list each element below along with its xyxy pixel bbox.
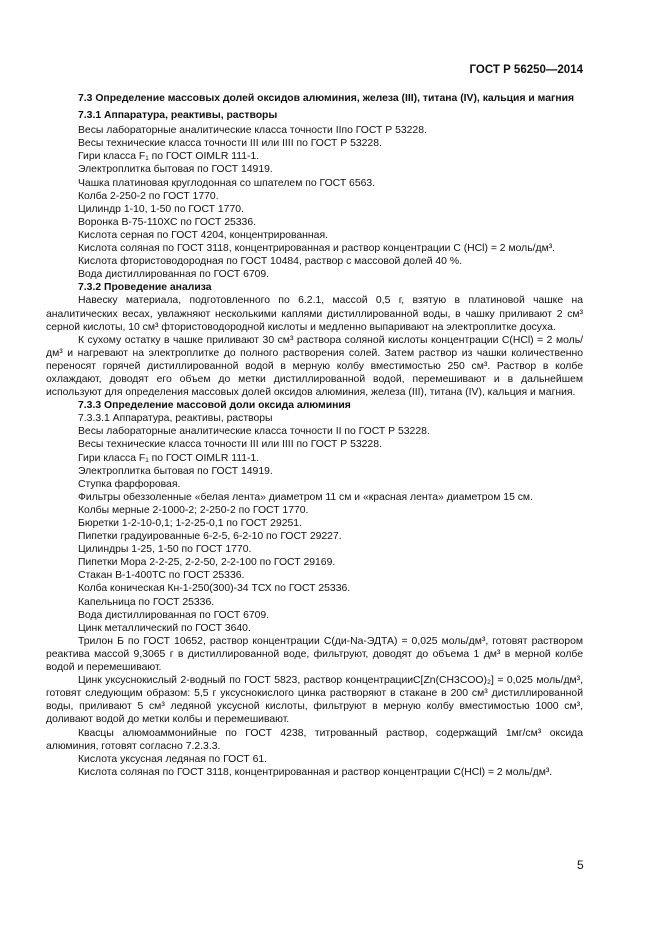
- list-item: Вода дистиллированная по ГОСТ 6709.: [78, 609, 270, 621]
- paragraph: Навеску материала, подготовленного по 6.2.1, массой 0,5 г, взятую в платиновой чашке на аналитических весах, увлажняют несколькими каплями дистиллированной воды, в чашку приливают 2 см³ серной кислоты, 10 см³ фтористоводородной кислоты и медленно выпаривают на электроплитке досуха.: [46, 295, 583, 333]
- list-item: Кислота фтористоводородная по ГОСТ 10484, раствор с массовой долей 40 %.: [78, 256, 462, 268]
- list-item: Чашка платиновая круглодонная со шпателем по ГОСТ 6563.: [78, 177, 376, 189]
- list-item: Цилиндры 1-25, 1-50 по ГОСТ 1770.: [78, 544, 252, 556]
- list-item: Кислота уксусная ледяная по ГОСТ 61.: [78, 753, 268, 765]
- page-content: [46, 88, 583, 779]
- list-item: Гири класса F₁ по ГОСТ OIMLR 111-1.: [78, 151, 260, 163]
- subsection-title: 7.3.2 Проведение анализа: [78, 282, 212, 294]
- list-item: Гири класса F₁ по ГОСТ OIMLR 111-1.: [78, 452, 260, 464]
- list-item: Цинк металлический по ГОСТ 3640.: [78, 622, 251, 634]
- standard-number: ГОСТ Р 56250—2014: [469, 64, 583, 76]
- list-item: Капельница по ГОСТ 25336.: [78, 596, 215, 608]
- list-item: Фильтры обеззоленные «белая лента» диаметром 11 см и «красная лента» диаметром 15 см.: [78, 491, 533, 503]
- list-item: Стакан В-1-400ТС по ГОСТ 25336.: [78, 570, 245, 582]
- list-item: Пипетки градуированные 6-2-5, 6-2-10 по ГОСТ 29227.: [78, 531, 342, 543]
- list-item: Ступка фарфоровая.: [78, 478, 181, 490]
- list-item: Колба 2-250-2 по ГОСТ 1770.: [78, 190, 219, 202]
- list-item: Весы технические класса точности III или IIII по ГОСТ Р 53228.: [78, 439, 382, 451]
- list-item: Весы лабораторные аналитические класса точности II по ГОСТ Р 53228.: [78, 426, 430, 438]
- list-item: Весы технические класса точности III или IIII по ГОСТ Р 53228.: [78, 138, 382, 150]
- list-item: Бюретки 1-2-10-0,1; 1-2-25-0,1 по ГОСТ 29251.: [78, 518, 302, 529]
- list-item: Цилиндр 1-10, 1-50 по ГОСТ 1770.: [78, 203, 244, 215]
- section-title: 7.3 Определение массовых долей оксидов алюминия, железа (III), титана (IV), кальция и магния: [78, 93, 575, 104]
- subsection-title: 7.3.3 Определение массовой доли оксида алюминия: [78, 400, 351, 412]
- subsubsection-title: 7.3.3.1 Аппаратура, реактивы, растворы: [78, 413, 273, 425]
- list-item: Кислота серная по ГОСТ 4204, концентрированная.: [78, 229, 328, 241]
- page-number: 5: [577, 858, 584, 872]
- list-item: Электроплитка бытовая по ГОСТ 14919.: [78, 164, 273, 176]
- list-item: Колба коническая Кн-1-250(300)-34 ТСХ по ГОСТ 25336.: [78, 583, 351, 595]
- list-item: Пипетки Мора 2-2-25, 2-2-50, 2-2-100 по ГОСТ 29169.: [78, 557, 336, 569]
- list-item: Воронка В-75-110ХС по ГОСТ 25336.: [78, 216, 256, 228]
- subsection-title: 7.3.1 Аппаратура, реактивы, растворы: [78, 110, 278, 122]
- list-item: Кислота соляная по ГОСТ 3118, концентрированная и раствор концентрации С(HCl) = 2 моль/дм³.: [78, 766, 553, 778]
- list-item: Цинк уксуснокислый 2-водный по ГОСТ 5823, раствор концентрацииС[Zn(CH3COO)₂] = 0,025 моль/дм³, готовят следующим образом: 5,5 г уксуснокислого цинка растворяют в стакане в 200 см³ дистиллированной воды, приливают 5 см³ ледяной уксусной кислоты, фильтруют в мерную колбу вместимостью 1000 см³, доливают водой до метки колбы и перемешивают.: [46, 675, 583, 726]
- paragraph: К сухому остатку в чашке приливают 30 см³ раствора соляной кислоты концентрации С(HCl) = 2 моль/дм³ и нагревают на электроплитке до полного растворения солей. Затем раствор из чашки количественно переносят горячей дистиллированной водой в мерную колбу вместимостью 250 см³. Раствор в колбе охлаждают, доводят его объем до метки дистиллированной водой, перемешивают и в дальнейшем используют для определения массовых долей оксидов алюминия, железа (III), титана (IV), кальция и магния.: [46, 334, 583, 399]
- list-item: Трилон Б по ГОСТ 10652, раствор концентрации С(ди-Na-ЭДТА) = 0,025 моль/дм³, готовят раствором реактива массой 9,3065 г в дистиллированной воде, фильтруют, доводят до объема 1 дм³ в мерной колбе водой и перемешивают.: [46, 635, 583, 674]
- list-item: Колбы мерные 2-1000-2; 2-250-2 по ГОСТ 1770.: [78, 504, 309, 516]
- list-item: Весы лабораторные аналитические класса точности IIпо ГОСТ Р 53228.: [78, 125, 427, 137]
- list-item: Электроплитка бытовая по ГОСТ 14919.: [78, 465, 273, 477]
- list-item: Квасцы алюмоаммонийные по ГОСТ 4238, титрованный раствор, содержащий 1мг/см³ оксида алюминия, готовят согласно 7.2.3.3.: [46, 727, 583, 752]
- list-item: Кислота соляная по ГОСТ 3118, концентрированная и раствор концентрации С (HCl) = 2 моль/дм³.: [78, 243, 556, 255]
- list-item: Вода дистиллированная по ГОСТ 6709.: [78, 269, 270, 281]
